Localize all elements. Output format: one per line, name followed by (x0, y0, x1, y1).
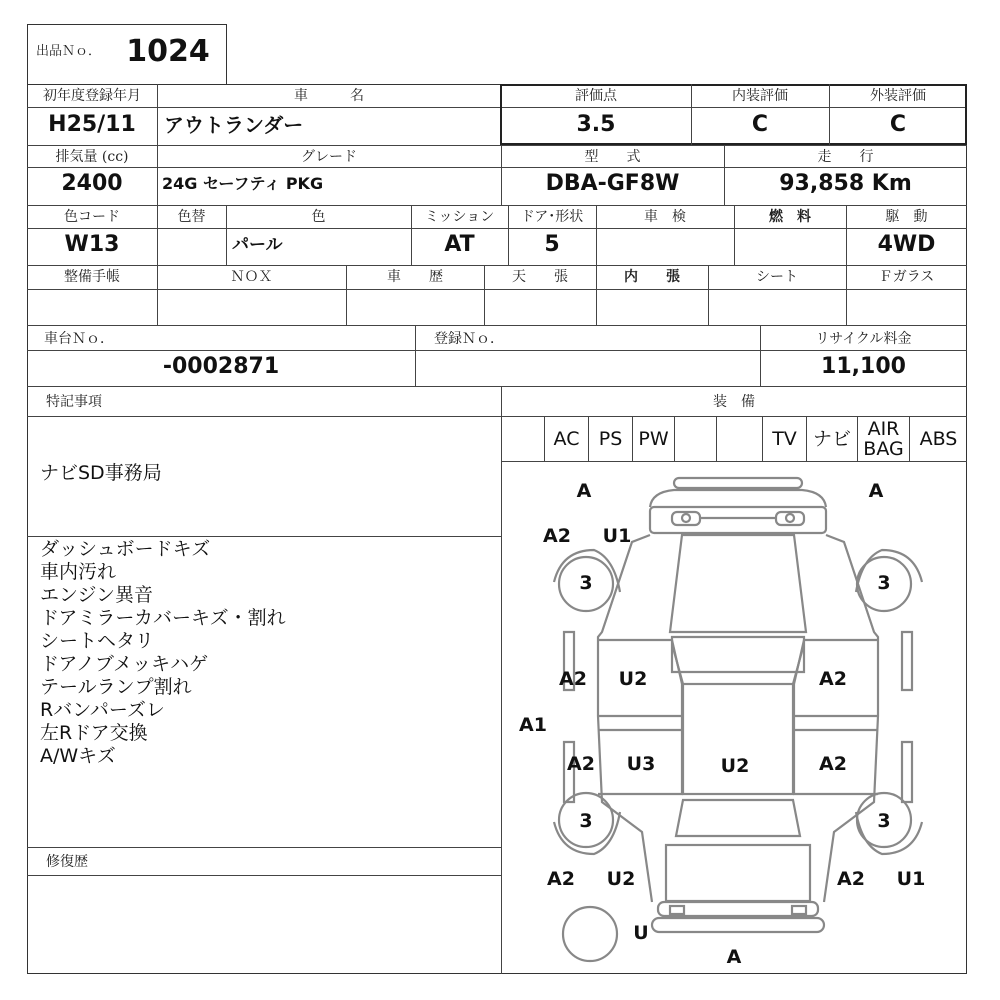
displacement-value: 2400 (61, 171, 123, 196)
equipment-item: PW (638, 427, 669, 450)
registration-no-label: 登録Ｎｏ． (434, 331, 504, 347)
equipment-cell (544, 416, 588, 461)
h-line (27, 875, 501, 876)
equipment-cell (806, 416, 857, 461)
remark-line: ドアノブメッキハゲ (40, 653, 209, 675)
remark-line: A/Wキズ (40, 745, 116, 767)
equipment-item: ABS (919, 427, 958, 450)
interior-grade-label: 内装評価 (732, 88, 788, 104)
equipment-item: TV (772, 427, 797, 450)
damage-mark-fr-wheel: 3 (877, 572, 891, 594)
color-code-value: W13 (64, 232, 120, 257)
h-line (27, 167, 967, 168)
damage-mark-rl-wheel: 3 (579, 810, 593, 832)
damage-mark-roof: U2 (720, 755, 750, 777)
mission-label: ミッション (424, 209, 495, 225)
equipment-cell (674, 416, 716, 461)
equipment-cell (632, 416, 674, 461)
remarks-label: 特記事項 (46, 394, 102, 410)
damage-mark-front-left: A (576, 480, 592, 502)
damage-mark-l-front-door: A2 (559, 668, 587, 690)
recycle-fee-value: 11,100 (821, 354, 906, 379)
equipment-cell (588, 416, 632, 461)
equipment-item (675, 416, 716, 461)
interior-trim-label: 内 張 (624, 269, 680, 285)
h-line (27, 205, 967, 206)
v-line (415, 325, 416, 386)
remark-line: Rバンパーズレ (40, 699, 165, 721)
equipment-item (501, 416, 544, 461)
damage-mark-l-front-door-u: U2 (618, 668, 648, 690)
lot-number: 1024 (126, 34, 210, 69)
damage-mark-r-rear-door: A2 (819, 753, 847, 775)
damage-mark-l-rear-door: A2 (567, 753, 595, 775)
equipment-cell (501, 416, 544, 461)
damage-mark-r-front-door: A2 (819, 668, 847, 690)
damage-mark-rl-quarter: A2 (547, 868, 575, 890)
damage-mark-rr-quarter-u: U1 (896, 868, 926, 890)
h-line (27, 289, 967, 290)
color-label: 色 (311, 209, 326, 225)
color-value: パール (232, 235, 283, 255)
remark-line: エンジン異音 (40, 584, 154, 606)
model-label: 型 式 (584, 149, 641, 165)
damage-mark-rear-glass: U2 (606, 868, 636, 890)
score-value: 3.5 (576, 112, 616, 137)
exterior-grade-label: 外装評価 (870, 88, 926, 104)
equipment-cell (762, 416, 806, 461)
repair-history-label: 修復歴 (46, 854, 88, 870)
model-value: DBA-GF8W (545, 171, 680, 196)
damage-mark-windshield: U1 (602, 525, 632, 547)
chassis-no-label: 車台Ｎｏ． (44, 331, 114, 347)
equipment-item: AIR BAG (863, 417, 904, 460)
chassis-no-value: -0002871 (162, 354, 280, 379)
remark-line: テールランプ割れ (40, 676, 192, 698)
equipment-cell (857, 416, 909, 461)
repaint-label: 色替 (177, 209, 206, 225)
equipment-item: PS (598, 427, 623, 450)
equipment-label: 装 備 (713, 394, 755, 410)
h-line (27, 265, 967, 266)
displacement-label: 排気量 (cc) (55, 149, 129, 165)
damage-mark-l-sill: A1 (519, 714, 547, 736)
drive-value: 4WD (877, 232, 936, 257)
mission-value: AT (444, 232, 475, 257)
mileage-value: 93,858 Km (779, 171, 912, 196)
grade-value: 24G セーフティ PKG (162, 174, 324, 193)
sunroof-label: 天 張 (512, 269, 568, 285)
equipment-item: ナビ (812, 427, 851, 450)
damage-mark-fl-wheel: 3 (579, 572, 593, 594)
remark-line: ドアミラーカバーキズ・割れ (40, 607, 286, 629)
remarks-top-note: ナビSD事務局 (40, 462, 162, 484)
damage-mark-rr-wheel: 3 (877, 810, 891, 832)
damage-mark-front-right: A (868, 480, 884, 502)
front-glass-label: Ｆガラス (878, 269, 935, 285)
recycle-fee-label: リサイクル料金 (815, 331, 912, 347)
fuel-label: 燃 料 (769, 209, 811, 225)
h-line (27, 386, 967, 387)
damage-mark-rear-bumper: A (726, 946, 742, 968)
h-line (27, 228, 967, 229)
seat-label: シート (756, 269, 798, 285)
remark-line: 左Rドア交換 (40, 722, 148, 744)
equipment-item: AC (553, 427, 580, 450)
remark-line: シートヘタリ (40, 630, 155, 652)
door-label: ドア･形状 (520, 209, 584, 225)
inspection-label: 車 検 (644, 209, 686, 225)
h-line (27, 350, 967, 351)
equipment-item (717, 416, 762, 461)
damage-mark-l-rear-door-u: U3 (626, 753, 656, 775)
damage-mark-fl-fender: A2 (543, 525, 571, 547)
year-value: H25/11 (48, 112, 136, 137)
car-name-label: 車 名 (294, 88, 364, 104)
year-label: 初年度登録年月 (43, 88, 141, 104)
remark-line: ダッシュボードキズ (40, 538, 211, 560)
equipment-cell (909, 416, 967, 461)
car-history-label: 車 歴 (387, 269, 443, 285)
h-line (27, 145, 967, 146)
remark-line: 車内汚れ (40, 561, 117, 583)
score-label: 評価点 (575, 88, 617, 104)
h-line (27, 536, 501, 537)
damage-mark-spare: U (633, 922, 649, 944)
exterior-grade-value: C (889, 112, 907, 137)
interior-grade-value: C (751, 112, 769, 137)
equipment-cell (716, 416, 762, 461)
maintenance-book-label: 整備手帳 (64, 269, 120, 285)
damage-mark-rr-quarter: A2 (837, 868, 865, 890)
color-code-label: 色コード (64, 209, 120, 225)
h-line (27, 847, 501, 848)
drive-label: 駆 動 (885, 209, 928, 225)
mileage-label: 走 行 (817, 149, 874, 165)
lot-number-label: 出品Ｎｏ． (36, 44, 102, 59)
car-name-value: アウトランダー (164, 113, 304, 137)
nox-label: ＮＯＸ (230, 269, 273, 285)
grade-label: グレード (301, 149, 357, 165)
door-value: 5 (544, 232, 560, 257)
h-line (27, 325, 967, 326)
